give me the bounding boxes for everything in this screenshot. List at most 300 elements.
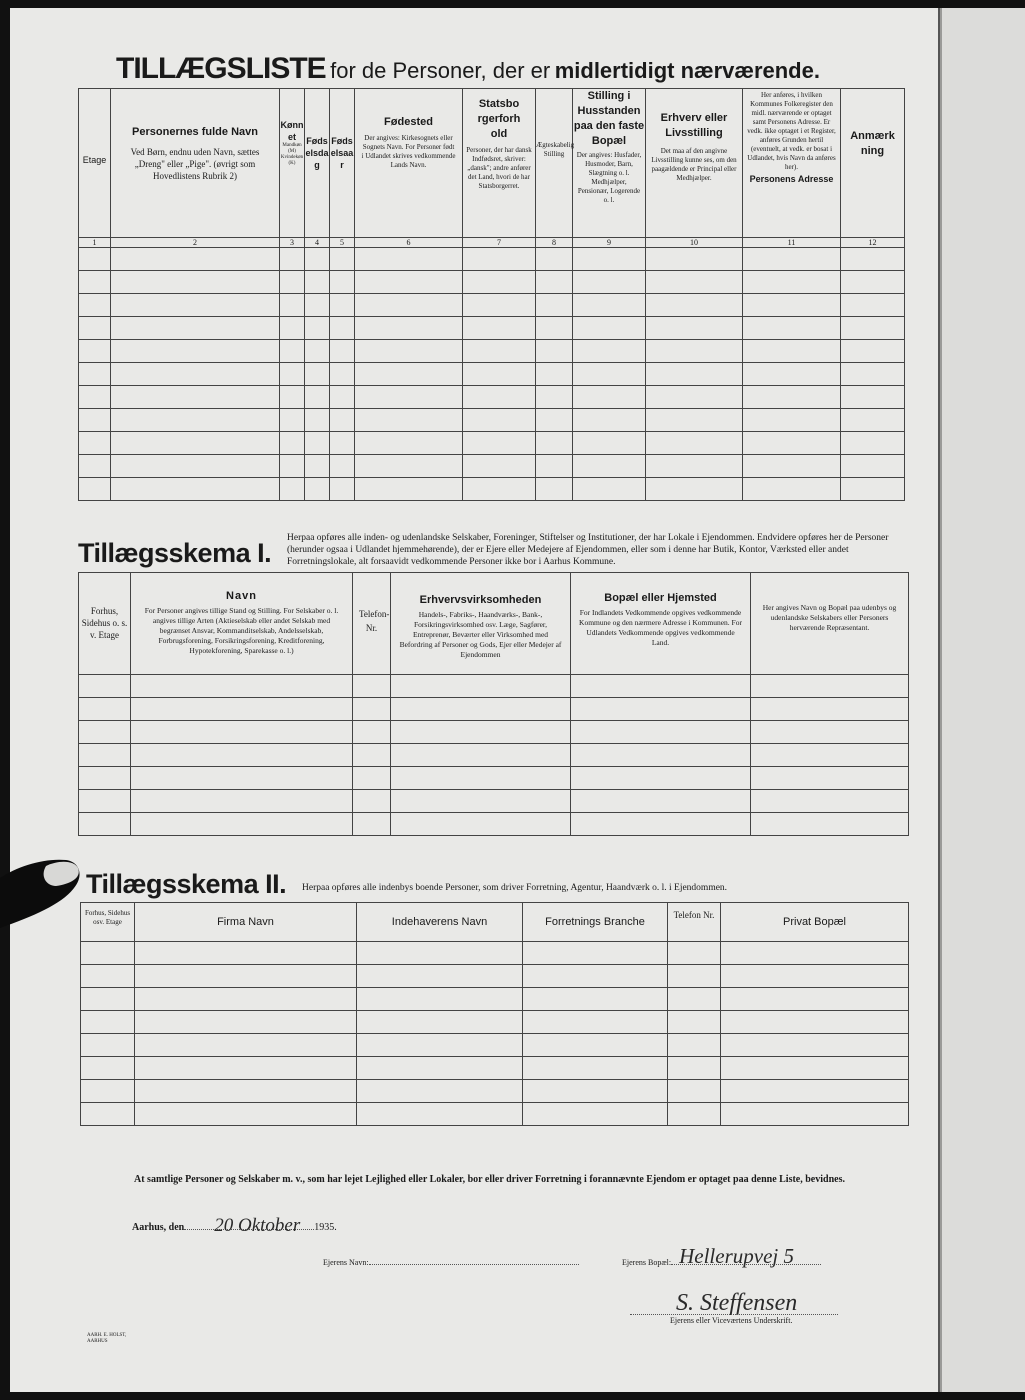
- schema-2-cell[interactable]: [81, 965, 135, 988]
- main-table-cell[interactable]: [79, 317, 111, 340]
- main-table-cell[interactable]: [305, 409, 330, 432]
- main-table-cell[interactable]: [573, 386, 646, 409]
- schema-2-row: [81, 1057, 909, 1080]
- signature-label: Ejerens eller Viceværtens Underskrift.: [670, 1316, 793, 1325]
- main-table-cell[interactable]: [355, 386, 463, 409]
- main-table-cell[interactable]: [111, 409, 280, 432]
- schema-2-cell[interactable]: [357, 965, 523, 988]
- main-table-cell[interactable]: [330, 271, 355, 294]
- main-table-cell[interactable]: [330, 363, 355, 386]
- main-table-cell[interactable]: [280, 386, 305, 409]
- footer-statement: At samtlige Personer og Selskaber m. v., som har lejet Lejlighed eller Lokaler, bor eller driver Forretning i forannævnte Ejendom er optaget paa denne Liste, bevidnes.: [134, 1174, 845, 1185]
- main-table-cell[interactable]: [111, 248, 280, 271]
- thumb-image: [0, 852, 82, 932]
- s1-col-navn: Navn For Personer angives tillige Stand og Stilling. For Selskaber o. l. angives tillige Arten (Aktieselskab eller andet Selskab med begrænset Ansvar, Kommanditselskab, Andelsselskab, Forbrugsforening, Forsikringsforening, Kreditforening, Hypotekforening, Sparekasse o. l.): [131, 573, 353, 675]
- main-table-cell[interactable]: [305, 432, 330, 455]
- schema-1-cell[interactable]: [353, 721, 391, 744]
- main-table-cell[interactable]: [463, 455, 536, 478]
- schema-2-cell[interactable]: [668, 1034, 721, 1057]
- schema-2-cell[interactable]: [135, 1011, 357, 1034]
- schema-1-cell[interactable]: [571, 698, 751, 721]
- schema-1-cell[interactable]: [571, 721, 751, 744]
- schema-1-cell[interactable]: [353, 767, 391, 790]
- main-table-cell[interactable]: [79, 294, 111, 317]
- main-table-cell[interactable]: [330, 317, 355, 340]
- schema-2-cell[interactable]: [135, 988, 357, 1011]
- schema-1-cell[interactable]: [751, 721, 909, 744]
- main-table-cell[interactable]: [463, 478, 536, 501]
- schema-2-cell[interactable]: [721, 988, 909, 1011]
- schema-1-row: [79, 675, 909, 698]
- schema-2-cell[interactable]: [135, 1103, 357, 1126]
- main-table-cell[interactable]: [111, 317, 280, 340]
- schema-1-cell[interactable]: [571, 790, 751, 813]
- schema-2-cell[interactable]: [81, 1103, 135, 1126]
- schema-2-cell[interactable]: [357, 1080, 523, 1103]
- schema-1-cell[interactable]: [391, 767, 571, 790]
- main-table-cell[interactable]: [841, 386, 905, 409]
- main-table-cell[interactable]: [79, 432, 111, 455]
- main-table-cell[interactable]: [355, 409, 463, 432]
- schema-1-cell[interactable]: [751, 767, 909, 790]
- s2-col-indehaver: Indehaverens Navn: [357, 903, 523, 942]
- schema-1-row: [79, 744, 909, 767]
- s2-col-branche: Forretnings Branche: [523, 903, 668, 942]
- main-table-cell[interactable]: [79, 340, 111, 363]
- main-table-cell[interactable]: [330, 478, 355, 501]
- schema-1-cell[interactable]: [79, 721, 131, 744]
- column-number: 10: [646, 238, 743, 248]
- main-table-cell[interactable]: [573, 248, 646, 271]
- main-table-cell[interactable]: [355, 478, 463, 501]
- main-table-cell[interactable]: [463, 294, 536, 317]
- schema-2-cell[interactable]: [135, 1080, 357, 1103]
- main-table-cell[interactable]: [280, 271, 305, 294]
- main-table-cell[interactable]: [330, 340, 355, 363]
- schema-2-cell[interactable]: [81, 988, 135, 1011]
- main-table-cell[interactable]: [743, 294, 841, 317]
- col-foedested: Fødested Der angives: Kirkesognets eller Sognets Navn. For Personer født i Udlandet skrives vedkommende Lands Navn.: [355, 89, 463, 238]
- main-table-cell[interactable]: [280, 317, 305, 340]
- main-table-cell[interactable]: [573, 294, 646, 317]
- main-table-cell[interactable]: [79, 478, 111, 501]
- column-number-row: [79, 238, 905, 248]
- main-table-cell[interactable]: [743, 271, 841, 294]
- schema-2-cell[interactable]: [357, 988, 523, 1011]
- schema-2-cell[interactable]: [721, 1080, 909, 1103]
- col-stilling: Stilling i Husstanden paa den faste Bopæl Der angives: Husfader, Husmoder, Barn, Slægtning o. l. Medhjælper, Pensionær, Logerende o. l.: [573, 89, 646, 238]
- s1-col-telefon: Telefon-Nr.: [353, 573, 391, 675]
- schema-2-cell[interactable]: [523, 1034, 668, 1057]
- main-table-cell[interactable]: [646, 363, 743, 386]
- schema-2-cell[interactable]: [523, 1103, 668, 1126]
- schema-2-cell[interactable]: [721, 942, 909, 965]
- col-etage: Etage: [79, 89, 111, 238]
- schema-1-cell[interactable]: [131, 790, 353, 813]
- main-table-cell[interactable]: [330, 248, 355, 271]
- schema-1-cell[interactable]: [79, 744, 131, 767]
- main-table-cell[interactable]: [841, 409, 905, 432]
- schema-2-row: [81, 1080, 909, 1103]
- main-table-cell[interactable]: [111, 386, 280, 409]
- main-table-cell[interactable]: [743, 432, 841, 455]
- schema-2-cell[interactable]: [668, 965, 721, 988]
- column-number: 2: [111, 238, 280, 248]
- schema-2-cell[interactable]: [523, 942, 668, 965]
- main-table-cell[interactable]: [536, 363, 573, 386]
- schema-2-body: [81, 942, 909, 1126]
- main-table-cell[interactable]: [743, 248, 841, 271]
- main-table-cell[interactable]: [280, 340, 305, 363]
- schema-1-cell[interactable]: [79, 813, 131, 836]
- schema-2-cell[interactable]: [668, 942, 721, 965]
- printer-mark: AARH. E. HOLST, AARHUS: [87, 1333, 127, 1344]
- date-field: [184, 1215, 314, 1236]
- schema-1-cell[interactable]: [131, 744, 353, 767]
- schema-1-cell[interactable]: [391, 675, 571, 698]
- main-table-cell[interactable]: [646, 455, 743, 478]
- schema-2-note: Herpaa opføres alle indenbys boende Personer, som driver Forretning, Agentur, Haandværk o. l. i Ejendommen.: [302, 883, 728, 893]
- main-table-cell[interactable]: [305, 294, 330, 317]
- main-table-cell[interactable]: [305, 455, 330, 478]
- main-table-cell[interactable]: [841, 271, 905, 294]
- main-table-cell[interactable]: [841, 455, 905, 478]
- schema-2-cell[interactable]: [523, 1011, 668, 1034]
- main-table-cell[interactable]: [536, 340, 573, 363]
- col-koennet: Kønnet Mandkøn (M) Kvindekøn (K): [280, 89, 305, 238]
- main-table-row: [79, 340, 905, 363]
- main-table-cell[interactable]: [355, 432, 463, 455]
- schema-1-cell[interactable]: [131, 813, 353, 836]
- main-table-cell[interactable]: [463, 363, 536, 386]
- schema-1-cell[interactable]: [391, 744, 571, 767]
- main-table-cell[interactable]: [841, 432, 905, 455]
- schema-2-cell[interactable]: [81, 1034, 135, 1057]
- main-table-cell[interactable]: [841, 317, 905, 340]
- main-table-cell[interactable]: [536, 409, 573, 432]
- schema-1-row: [79, 790, 909, 813]
- column-number: 1: [79, 238, 111, 248]
- schema-2-cell[interactable]: [668, 988, 721, 1011]
- date-handwriting: 20 Oktober: [214, 1215, 301, 1236]
- schema-1-cell[interactable]: [391, 813, 571, 836]
- schema-2-cell[interactable]: [523, 1080, 668, 1103]
- main-table-cell[interactable]: [355, 294, 463, 317]
- main-table-row: [79, 294, 905, 317]
- column-number: 9: [573, 238, 646, 248]
- owner-addr-row: [622, 1244, 821, 1268]
- main-table-cell[interactable]: [573, 432, 646, 455]
- main-table-row: [79, 386, 905, 409]
- schema-2-row: [81, 1103, 909, 1126]
- s1-col-repraesentant: Her angives Navn og Bopæl paa udenbys og udenlandske Selskabers eller Personers herværende Repræsentant.: [751, 573, 909, 675]
- main-table-cell[interactable]: [463, 317, 536, 340]
- main-table-cell[interactable]: [355, 271, 463, 294]
- main-table-cell[interactable]: [355, 317, 463, 340]
- schema-1-cell[interactable]: [391, 721, 571, 744]
- column-number: 6: [355, 238, 463, 248]
- main-table-cell[interactable]: [573, 271, 646, 294]
- schema-2-cell[interactable]: [721, 1057, 909, 1080]
- main-table-cell[interactable]: [536, 294, 573, 317]
- main-table-cell[interactable]: [646, 409, 743, 432]
- schema-1-cell[interactable]: [353, 675, 391, 698]
- schema-1-cell[interactable]: [353, 813, 391, 836]
- owner-name-row: [323, 1258, 579, 1267]
- main-table-cell[interactable]: [79, 455, 111, 478]
- schema-1-cell[interactable]: [353, 744, 391, 767]
- schema-2-cell[interactable]: [81, 1080, 135, 1103]
- main-table-cell[interactable]: [330, 455, 355, 478]
- main-table-cell[interactable]: [841, 340, 905, 363]
- schema-2-cell[interactable]: [357, 1103, 523, 1126]
- column-number: 11: [743, 238, 841, 248]
- main-table-cell[interactable]: [111, 478, 280, 501]
- main-table-cell[interactable]: [841, 363, 905, 386]
- main-table-cell[interactable]: [111, 363, 280, 386]
- schema-2-cell[interactable]: [523, 965, 668, 988]
- owner-addr-handwriting: Hellerupvej 5: [679, 1244, 794, 1268]
- schema-1-cell[interactable]: [131, 675, 353, 698]
- main-table-cell[interactable]: [305, 317, 330, 340]
- schema-1-cell[interactable]: [79, 675, 131, 698]
- schema-2-cell[interactable]: [81, 1011, 135, 1034]
- col-adresse: Her anføres, i hvilken Kommunes Folkeregister den midl. nærværende er optaget samt Personens Adresse. Er vedk. ikke optaget i et Register, anføres Grunden hertil (eventuelt, at vedk. er bosat i Udlandet, hvis Navn da anføres her). Personens Adresse: [743, 89, 841, 238]
- schema-1-cell[interactable]: [751, 675, 909, 698]
- schema-2-cell[interactable]: [721, 1034, 909, 1057]
- main-table-cell[interactable]: [280, 455, 305, 478]
- schema-2-cell[interactable]: [668, 1080, 721, 1103]
- schema-2-cell[interactable]: [357, 942, 523, 965]
- main-table-cell[interactable]: [305, 478, 330, 501]
- main-table-row: [79, 432, 905, 455]
- schema-1-row: [79, 767, 909, 790]
- schema-2-cell[interactable]: [357, 1057, 523, 1080]
- schema-1-cell[interactable]: [571, 767, 751, 790]
- column-number: 12: [841, 238, 905, 248]
- schema-2-cell[interactable]: [721, 965, 909, 988]
- schema-2-cell[interactable]: [523, 988, 668, 1011]
- main-table-cell[interactable]: [646, 271, 743, 294]
- schema-2-title: Tillægsskema II.: [86, 869, 287, 899]
- schema-1-cell[interactable]: [391, 790, 571, 813]
- main-table-cell[interactable]: [573, 317, 646, 340]
- main-table: [78, 88, 905, 501]
- page-title: [116, 52, 820, 86]
- main-table-cell[interactable]: [646, 432, 743, 455]
- main-table-cell[interactable]: [743, 363, 841, 386]
- col-erhverv: Erhverv eller Livsstilling Det maa af den angivne Livsstilling kunne ses, om den paagældende er Principal eller Medhjælper.: [646, 89, 743, 238]
- main-table-cell[interactable]: [280, 478, 305, 501]
- main-table-cell[interactable]: [280, 432, 305, 455]
- main-table-cell[interactable]: [280, 248, 305, 271]
- s2-col-etage: Forhus, Sidehus osv. Etage: [81, 903, 135, 942]
- main-table-cell[interactable]: [743, 455, 841, 478]
- main-table-cell[interactable]: [573, 455, 646, 478]
- main-table-cell[interactable]: [305, 340, 330, 363]
- main-table-cell[interactable]: [646, 478, 743, 501]
- schema-2-cell[interactable]: [668, 1057, 721, 1080]
- main-table-cell[interactable]: [536, 271, 573, 294]
- main-table-row: [79, 409, 905, 432]
- footer-year: 1935.: [314, 1222, 337, 1233]
- main-table-cell[interactable]: [573, 409, 646, 432]
- schema-2-cell[interactable]: [135, 965, 357, 988]
- schema-1-cell[interactable]: [131, 767, 353, 790]
- main-table-cell[interactable]: [330, 294, 355, 317]
- main-table-cell[interactable]: [79, 386, 111, 409]
- schema-1-cell[interactable]: [79, 790, 131, 813]
- main-table-body: [79, 238, 905, 501]
- main-table-cell[interactable]: [743, 317, 841, 340]
- main-table-cell[interactable]: [79, 409, 111, 432]
- s2-col-firma: Firma Navn: [135, 903, 357, 942]
- s1-col-erhverv: Erhvervsvirksomheden Handels-, Fabriks-, Haandværks-, Bank-, Forsikringsvirksomhed osv. Læge, Sagfører, Entreprenør, Beværter eller Virksomhed med Befordring af Personer og Gods, Ejer eller Medejer af Ejendommen: [391, 573, 571, 675]
- main-table-row: [79, 317, 905, 340]
- owner-name-label: Ejerens Navn:: [323, 1258, 369, 1267]
- main-table-cell[interactable]: [841, 478, 905, 501]
- main-table-cell[interactable]: [305, 363, 330, 386]
- schema-2-cell[interactable]: [357, 1011, 523, 1034]
- main-table-cell[interactable]: [536, 432, 573, 455]
- schema-2-cell[interactable]: [523, 1057, 668, 1080]
- main-table-cell[interactable]: [355, 340, 463, 363]
- main-table-cell[interactable]: [463, 340, 536, 363]
- main-table-cell[interactable]: [463, 271, 536, 294]
- schema-1-cell[interactable]: [751, 698, 909, 721]
- main-table-cell[interactable]: [330, 409, 355, 432]
- main-table-cell[interactable]: [463, 248, 536, 271]
- main-table-cell[interactable]: [305, 386, 330, 409]
- main-table-row: [79, 455, 905, 478]
- main-table-cell[interactable]: [111, 294, 280, 317]
- main-table-cell[interactable]: [111, 340, 280, 363]
- schema-1-note: Herpaa opføres alle inden- og udenlandske Selskaber, Foreninger, Stiftelser og Institutioner, der har Lokale i Ejendommen. Endvidere opføres her de Personer (herunder ogsaa i Udlandet hjemmehørende), der er Ejere eller Medejere af Ejendommen, eller som i denne har Butik, Kontor, Værksted eller andet Forretningslokale, alt forsaavidt vedkommende Personer ikke bor i Aarhus Kommune.: [287, 533, 889, 567]
- main-table-cell[interactable]: [536, 386, 573, 409]
- main-table-cell[interactable]: [841, 248, 905, 271]
- main-table-cell[interactable]: [111, 432, 280, 455]
- main-table-cell[interactable]: [463, 432, 536, 455]
- schema-1-header: [79, 573, 909, 675]
- main-table-cell[interactable]: [536, 248, 573, 271]
- schema-2-cell[interactable]: [81, 942, 135, 965]
- col-statsborger: Statsborgerforhold Personer, der har dansk Indfødsret, skriver: „dansk"; andre anfører det Land, hvori de har Statsborgerret.: [463, 89, 536, 238]
- schema-2-cell[interactable]: [721, 1103, 909, 1126]
- title-main: TILLÆGSLISTE: [116, 52, 326, 85]
- schema-1-cell[interactable]: [751, 813, 909, 836]
- main-table-cell[interactable]: [305, 271, 330, 294]
- schema-1-cell[interactable]: [131, 698, 353, 721]
- schema-2-table: [80, 902, 909, 1126]
- schema-1-cell[interactable]: [571, 744, 751, 767]
- main-table-cell[interactable]: [646, 340, 743, 363]
- schema-1-cell[interactable]: [391, 698, 571, 721]
- main-table-cell[interactable]: [463, 409, 536, 432]
- schema-2-row: [81, 942, 909, 965]
- main-table-cell[interactable]: [305, 248, 330, 271]
- schema-1-cell[interactable]: [79, 767, 131, 790]
- schema-2-cell[interactable]: [135, 1057, 357, 1080]
- schema-2-cell[interactable]: [135, 1034, 357, 1057]
- main-table-cell[interactable]: [463, 386, 536, 409]
- main-table-cell[interactable]: [646, 248, 743, 271]
- main-table-cell[interactable]: [743, 386, 841, 409]
- main-table-cell[interactable]: [330, 386, 355, 409]
- main-table-cell[interactable]: [536, 455, 573, 478]
- schema-2-cell[interactable]: [668, 1011, 721, 1034]
- schema-1-title: Tillægsskema I.: [78, 538, 272, 568]
- main-table-cell[interactable]: [79, 248, 111, 271]
- col-anmaerkning: Anmærkning: [841, 89, 905, 238]
- s2-col-telefon: Telefon Nr.: [668, 903, 721, 942]
- schema-1-cell[interactable]: [353, 698, 391, 721]
- schema-2-row: [81, 965, 909, 988]
- schema-1-cell[interactable]: [353, 790, 391, 813]
- main-table-cell[interactable]: [743, 340, 841, 363]
- main-table-cell[interactable]: [280, 294, 305, 317]
- schema-1-cell[interactable]: [751, 744, 909, 767]
- main-table-cell[interactable]: [355, 363, 463, 386]
- main-table-cell[interactable]: [743, 409, 841, 432]
- main-table-cell[interactable]: [646, 294, 743, 317]
- s2-col-bopael: Privat Bopæl: [721, 903, 909, 942]
- main-table-cell[interactable]: [536, 478, 573, 501]
- schema-2-cell[interactable]: [81, 1057, 135, 1080]
- schema-2-cell[interactable]: [357, 1034, 523, 1057]
- schema-1-cell[interactable]: [131, 721, 353, 744]
- col-foedselsaar: Fødselsaar: [330, 89, 355, 238]
- main-table-cell[interactable]: [79, 363, 111, 386]
- schema-1-cell[interactable]: [571, 813, 751, 836]
- schema-1-cell[interactable]: [751, 790, 909, 813]
- main-table-cell[interactable]: [573, 363, 646, 386]
- schema-2-cell[interactable]: [721, 1011, 909, 1034]
- main-table-cell[interactable]: [573, 340, 646, 363]
- signature-line: [630, 1314, 838, 1315]
- next-page-edge: [940, 8, 1025, 1392]
- main-table-cell[interactable]: [355, 455, 463, 478]
- schema-1-row: [79, 698, 909, 721]
- main-table-cell[interactable]: [841, 294, 905, 317]
- main-table-header: [79, 89, 905, 238]
- col-navn: Personernes fulde Navn Ved Børn, endnu uden Navn, sættes „Dreng" eller „Pige". (øvrigt som Hovedlistens Rubrik 2): [111, 89, 280, 238]
- main-table-cell[interactable]: [573, 478, 646, 501]
- title-for: for de Personer, der er: [330, 58, 551, 83]
- main-table-cell[interactable]: [111, 455, 280, 478]
- schema-1-cell[interactable]: [571, 675, 751, 698]
- footer-place: [132, 1215, 337, 1236]
- main-table-cell[interactable]: [280, 363, 305, 386]
- main-table-cell[interactable]: [536, 317, 573, 340]
- schema-2-cell[interactable]: [135, 942, 357, 965]
- main-table-cell[interactable]: [330, 432, 355, 455]
- schema-2-header: [81, 903, 909, 942]
- main-table-cell[interactable]: [280, 409, 305, 432]
- main-table-cell[interactable]: [355, 248, 463, 271]
- main-table-cell[interactable]: [79, 271, 111, 294]
- main-table-row: [79, 248, 905, 271]
- col-foedselsdag: Fødselsdag: [305, 89, 330, 238]
- main-table-cell[interactable]: [743, 478, 841, 501]
- schema-2-cell[interactable]: [668, 1103, 721, 1126]
- main-table-cell[interactable]: [646, 386, 743, 409]
- schema-1-body: [79, 675, 909, 836]
- schema-1-cell[interactable]: [79, 698, 131, 721]
- column-number: 4: [305, 238, 330, 248]
- main-table-cell[interactable]: [111, 271, 280, 294]
- s1-col-etage: Forhus, Sidehus o. s. v. Etage: [79, 573, 131, 675]
- main-table-cell[interactable]: [646, 317, 743, 340]
